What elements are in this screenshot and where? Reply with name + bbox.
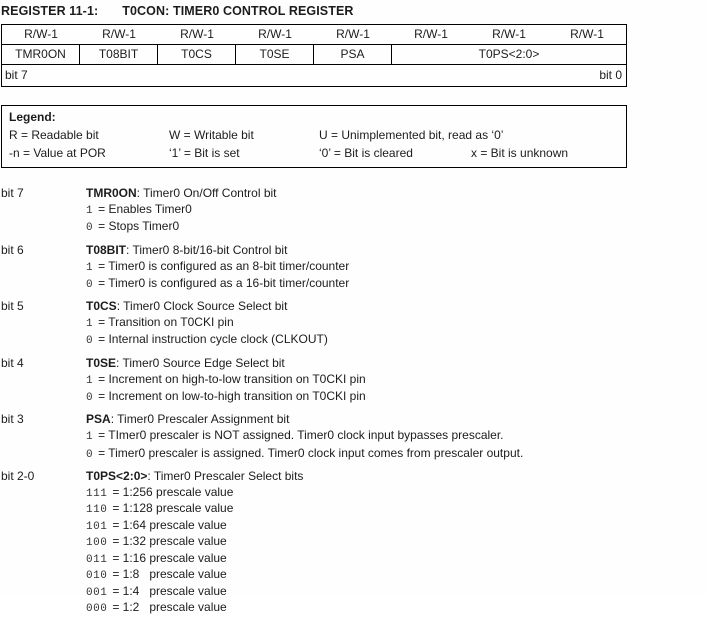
bit-description-3 — [1, 411, 707, 463]
access-cell: R/W-1 — [102, 27, 136, 41]
register-title: T0CON: TIMER0 CONTROL REGISTER — [122, 4, 354, 18]
value-code: 1 — [86, 374, 94, 387]
value-text: = Stops Timer0 — [98, 219, 180, 234]
bit-description-7 — [1, 185, 707, 237]
value-code: 1 — [86, 318, 94, 331]
bit-desc: : Timer0 Prescaler Select bits — [147, 468, 304, 483]
bit-label: bit 7 — [1, 186, 24, 200]
legend-item: U = Unimplemented bit, read as ‘0’ — [319, 128, 504, 142]
value-text: = 1:16 prescale value — [112, 550, 227, 565]
value-text: = Timer0 prescaler is assigned. Timer0 clock input comes from prescaler output. — [98, 445, 524, 460]
value-line — [86, 428, 707, 445]
value-code: 110 — [86, 504, 108, 517]
value-code: 101 — [86, 520, 108, 533]
bit-desc: : Timer0 On/Off Control bit — [136, 186, 277, 200]
bit-label: bit 6 — [1, 242, 24, 257]
bit-desc: : Timer0 8-bit/16-bit Control bit — [126, 242, 288, 257]
value-line — [86, 259, 707, 276]
value-line — [86, 219, 707, 236]
bit-range-row — [2, 65, 626, 86]
bit-definition — [86, 242, 707, 294]
bit-heading — [86, 355, 707, 371]
value-text: = 1:4 prescale value — [112, 583, 227, 598]
legend-item: -n = Value at POR — [9, 146, 106, 160]
value-code: 010 — [86, 570, 108, 583]
access-cell: R/W-1 — [336, 27, 370, 41]
value-text: = TImer0 prescaler is NOT assigned. Timer0 clock input bypasses prescaler. — [98, 428, 504, 443]
bit-description-4 — [1, 355, 707, 407]
register-table — [1, 24, 627, 87]
access-cell: R/W-1 — [570, 27, 604, 41]
bit-definition — [86, 185, 707, 237]
value-text: = Timer0 is configured as an 8-bit timer/counter — [98, 258, 350, 273]
value-line — [86, 276, 707, 293]
value-code: 0 — [86, 278, 94, 291]
bit-label: bit 5 — [1, 299, 24, 314]
value-line — [86, 315, 707, 332]
bit-name-cell: PSA — [314, 45, 392, 64]
bit-name: T0CS — [86, 299, 117, 314]
bit-definition — [86, 298, 707, 350]
value-line — [86, 446, 707, 463]
value-code: 100 — [86, 537, 108, 550]
bit-descriptions — [1, 185, 707, 617]
value-text: = Internal instruction cycle clock (CLKOUT) — [98, 332, 328, 347]
value-line — [86, 202, 707, 219]
value-code: 000 — [86, 603, 108, 616]
value-code: 111 — [86, 487, 108, 500]
bit-name-row — [2, 45, 626, 65]
value-line — [86, 551, 707, 568]
bit-heading — [86, 468, 707, 484]
value-line — [86, 389, 707, 406]
bit-definition — [86, 468, 707, 617]
bit-name: T0SE — [86, 355, 117, 370]
bit-desc: : Timer0 Clock Source Select bit — [116, 299, 288, 314]
legend-item: ‘1’ = Bit is set — [169, 146, 240, 160]
value-text: = Increment on low-to-high transition on T0CKI pin — [98, 389, 366, 404]
value-text: = 1:64 prescale value — [112, 517, 227, 532]
bit-description-2-0 — [1, 468, 707, 617]
value-line — [86, 600, 707, 617]
legend-box — [1, 105, 627, 168]
bit-name: T0PS<2:0> — [86, 468, 148, 483]
value-line — [86, 534, 707, 551]
bit-name: T08BIT — [86, 242, 127, 257]
bit-range-lsb: bit 0 — [599, 68, 622, 82]
legend-row — [9, 146, 618, 160]
bit-name-cell: T0PS<2:0> — [478, 47, 540, 61]
value-code: 0 — [86, 222, 94, 235]
value-code: 0 — [86, 335, 94, 348]
bit-definition — [86, 411, 707, 463]
bit-name-cell: TMR0ON — [2, 45, 80, 64]
bit-heading — [86, 185, 707, 201]
legend-item: x = Bit is unknown — [471, 146, 569, 160]
value-code: 0 — [86, 448, 94, 461]
bit-description-6 — [1, 242, 707, 294]
bit-name-cell: T0CS — [158, 45, 236, 64]
bit-desc: : Timer0 Prescaler Assignment bit — [110, 412, 290, 427]
bit-heading — [86, 298, 707, 314]
legend-item: W = Writable bit — [169, 128, 254, 142]
access-cell: R/W-1 — [414, 27, 448, 41]
value-code: 001 — [86, 586, 108, 599]
value-text: = 1:32 prescale value — [112, 534, 227, 549]
register-number: REGISTER 11-1: — [1, 4, 99, 18]
bit-name-cell: T08BIT — [80, 45, 158, 64]
legend-title: Legend: — [9, 110, 56, 124]
value-text: = Enables Timer0 — [98, 202, 192, 216]
value-text: = Transition on T0CKI pin — [98, 315, 234, 330]
value-code: 1 — [86, 261, 94, 274]
access-cell: R/W-1 — [258, 27, 292, 41]
bit-range-msb: bit 7 — [5, 68, 28, 82]
access-cell: R/W-1 — [492, 27, 526, 41]
value-code: 0 — [86, 392, 94, 405]
bit-heading — [86, 411, 707, 427]
legend-item: R = Readable bit — [9, 128, 99, 142]
bit-name: PSA — [86, 412, 111, 427]
value-line — [86, 332, 707, 349]
bit-label: bit 4 — [1, 355, 24, 370]
bit-name: TMR0ON — [86, 186, 137, 200]
legend-row — [9, 128, 618, 142]
value-text: = Increment on high-to-low transition on T0CKI pin — [98, 371, 366, 386]
bit-label: bit 3 — [1, 412, 24, 427]
bit-definition — [86, 355, 707, 407]
value-line — [86, 372, 707, 389]
value-text: = 1:128 prescale value — [112, 501, 234, 516]
access-cell: R/W-1 — [180, 27, 214, 41]
value-text: = 1:256 prescale value — [112, 484, 234, 499]
value-text: = 1:2 prescale value — [112, 600, 227, 615]
bit-heading — [86, 242, 707, 258]
value-line — [86, 501, 707, 518]
legend-item: ‘0’ = Bit is cleared — [319, 146, 413, 160]
value-code: 1 — [86, 431, 94, 444]
access-row — [2, 25, 626, 45]
bit-name-cell: T0SE — [236, 45, 314, 64]
register-header — [1, 4, 707, 18]
bit-description-5 — [1, 298, 707, 350]
value-text: = Timer0 is configured as a 16-bit timer/counter — [98, 275, 350, 290]
value-text: = 1:8 prescale value — [112, 567, 227, 582]
value-line — [86, 518, 707, 535]
value-line — [86, 584, 707, 601]
value-line — [86, 485, 707, 502]
value-code: 011 — [86, 553, 108, 566]
value-line — [86, 567, 707, 584]
bit-desc: : Timer0 Source Edge Select bit — [116, 355, 285, 370]
bit-label: bit 2-0 — [1, 468, 35, 483]
value-code: 1 — [86, 205, 94, 217]
access-cell: R/W-1 — [24, 27, 58, 41]
